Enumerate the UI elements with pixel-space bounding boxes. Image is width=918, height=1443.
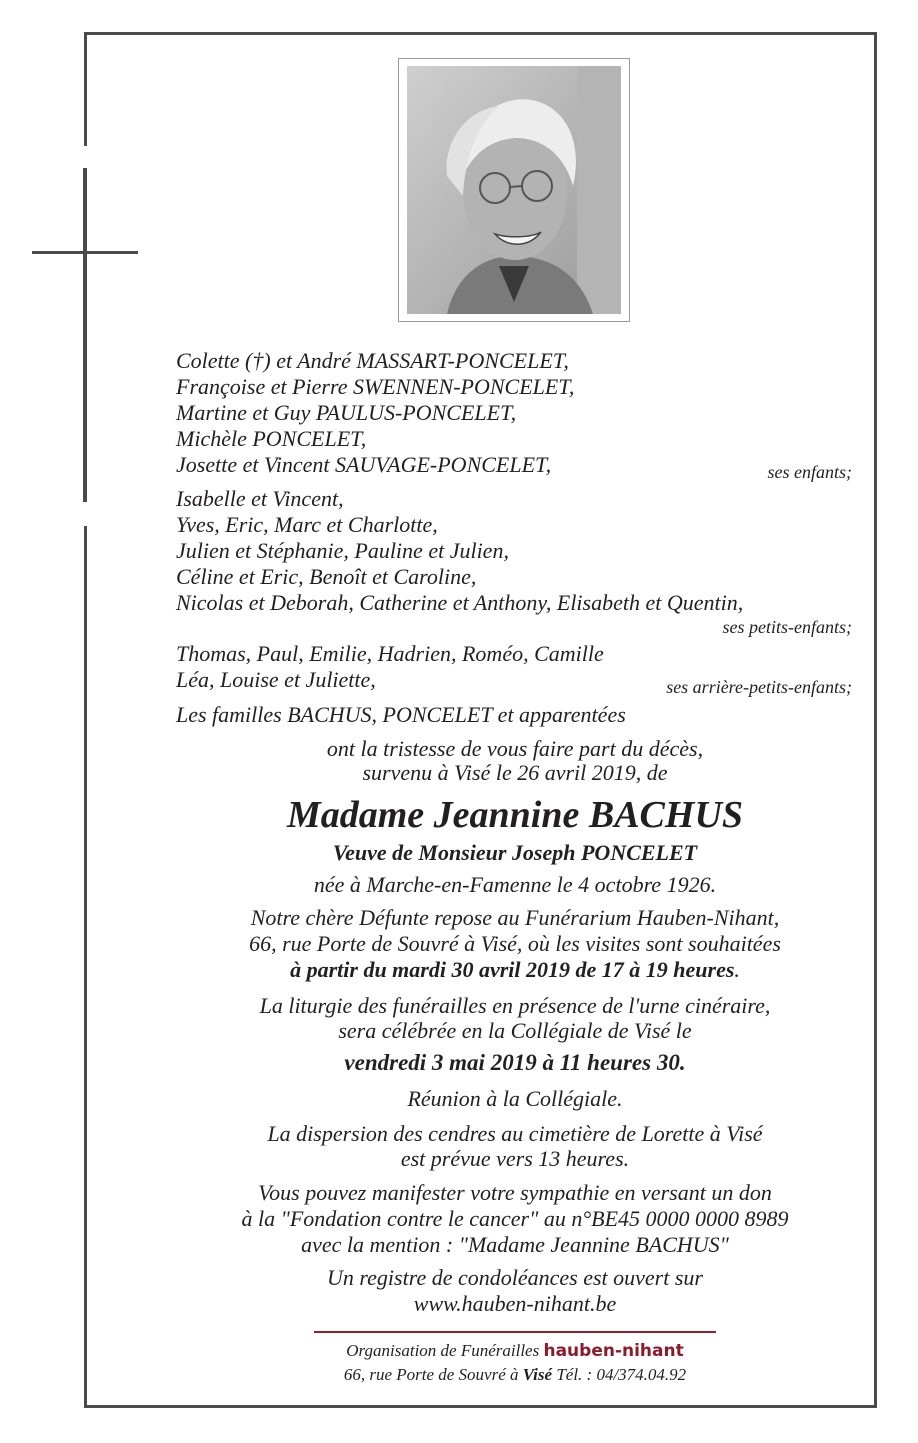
widow-of-line: Veuve de Monsieur Joseph PONCELET (332, 840, 698, 865)
portrait-photo (407, 66, 621, 314)
footer-phone: Tél. : 04/374.04.92 (556, 1365, 687, 1384)
visit-line-2: 66, rue Porte de Souvré à Visé, où les visites sont souhaitées (249, 931, 781, 956)
donation-line-1: Vous pouvez manifester votre sympathie en versant un don (258, 1180, 772, 1205)
grandchildren-line: Isabelle et Vincent, (176, 486, 344, 511)
grandchildren-line: Yves, Eric, Marc et Charlotte, (176, 512, 438, 537)
children-line: Martine et Guy PAULUS-PONCELET, (176, 400, 517, 425)
cross-gap-top (80, 146, 92, 168)
donation-line-3: avec la mention : "Madame Jeannine BACHUS" (301, 1232, 729, 1257)
footer-org-prefix: Organisation de Funérailles (346, 1341, 540, 1360)
cross-horizontal-bar (32, 251, 138, 254)
children-line: Michèle PONCELET, (176, 426, 367, 451)
visit-line-3 (120, 957, 910, 983)
condolences-line: Un registre de condoléances est ouvert sur (327, 1265, 703, 1290)
great-grandchildren-label: ses arrière-petits-enfants; (666, 677, 852, 697)
grandchildren-line: Céline et Eric, Benoît et Caroline, (176, 564, 477, 589)
liturgy-line-1: La liturgie des funérailles en présence de l'urne cinéraire, (259, 993, 771, 1018)
families-line: Les familles BACHUS, PONCELET et apparentées (176, 702, 626, 727)
visit-period: . (734, 957, 740, 982)
meeting-line: Réunion à la Collégiale. (407, 1086, 623, 1111)
children-line: Josette et Vincent SAUVAGE-PONCELET, (176, 452, 552, 477)
dispersion-line-1: La dispersion des cendres au cimetière de Lorette à Visé (267, 1121, 763, 1146)
announcement-line-2: survenu à Visé le 26 avril 2019, de (362, 760, 668, 785)
children-line: Françoise et Pierre SWENNEN-PONCELET, (176, 374, 575, 399)
portrait-frame (398, 58, 630, 322)
deceased-name: Madame Jeannine BACHUS (286, 794, 744, 836)
visit-line-1: Notre chère Défunte repose au Funérarium Hauben-Nihant, (250, 905, 780, 930)
cross-gap-bottom (80, 502, 92, 526)
dispersion-line-2: est prévue vers 13 heures. (400, 1146, 630, 1171)
cross-vertical-bar (83, 168, 87, 502)
grandchildren-line: Julien et Stéphanie, Pauline et Julien, (176, 538, 509, 563)
great-grandchildren-line: Léa, Louise et Juliette, (176, 667, 376, 692)
donation-line-2: à la "Fondation contre le cancer" au n°BE45 0000 0000 8989 (241, 1206, 789, 1231)
children-line: Colette (†) et André MASSART-PONCELET, (176, 348, 569, 373)
brand-logo: hauben-nihant (543, 1341, 684, 1361)
footer-address-city: Visé (522, 1365, 553, 1384)
liturgy-line-2: sera célébrée en la Collégiale de Visé le (338, 1018, 692, 1043)
condolences-url[interactable]: www.hauben-nihant.be (413, 1291, 617, 1316)
great-grandchildren-line: Thomas, Paul, Emilie, Hadrien, Roméo, Camille (176, 641, 604, 666)
liturgy-date: vendredi 3 mai 2019 à 11 heures 30. (344, 1050, 686, 1075)
announcement-line-1: ont la tristesse de vous faire part du décès, (326, 736, 704, 761)
grandchildren-line: Nicolas et Deborah, Catherine et Anthony, Elisabeth et Quentin, (176, 590, 744, 615)
children-label: ses enfants; (767, 462, 852, 482)
grandchildren-label: ses petits-enfants; (722, 617, 852, 637)
footer-address (120, 1364, 910, 1386)
footer-address-street: 66, rue Porte de Souvré à (343, 1365, 519, 1384)
footer-organisation (120, 1340, 910, 1362)
birth-line: née à Marche-en-Famenne le 4 octobre 1926. (313, 872, 717, 897)
visit-hours: à partir du mardi 30 avril 2019 de 17 à 19 heures (290, 957, 735, 982)
footer-divider (314, 1331, 716, 1333)
